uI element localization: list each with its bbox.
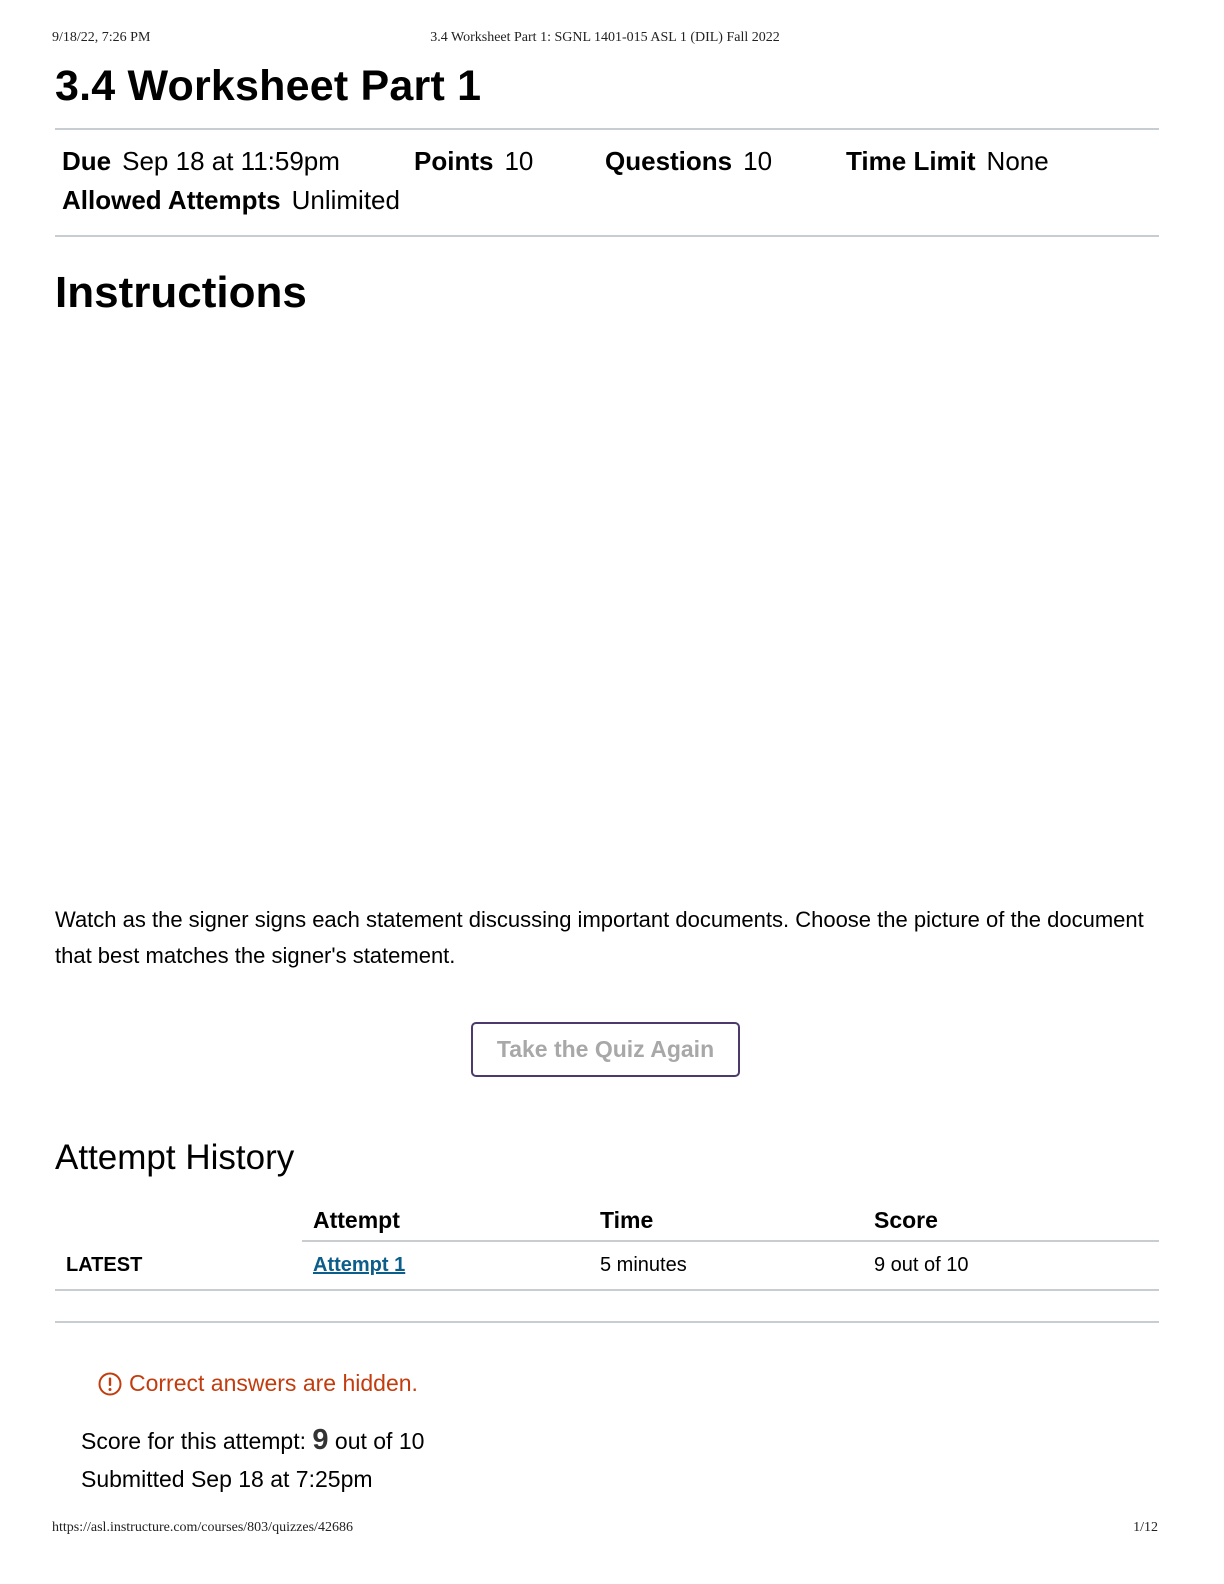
column-header-attempt: Attempt: [302, 1200, 589, 1241]
take-quiz-again-button[interactable]: Take the Quiz Again: [471, 1022, 740, 1077]
score-suffix: out of 10: [334, 1428, 425, 1454]
instructions-heading: Instructions: [55, 268, 307, 317]
print-header: [52, 30, 1158, 50]
attempt-1-link[interactable]: Attempt 1: [313, 1254, 406, 1276]
allowed-attempts-value: Unlimited: [291, 185, 400, 215]
page-title: 3.4 Worksheet Part 1: [55, 62, 482, 110]
table-row: [55, 1241, 1159, 1290]
table-header-row: [55, 1200, 1159, 1241]
points-value: 10: [504, 146, 534, 176]
points-label: Points: [414, 146, 494, 176]
questions-label: Questions: [605, 146, 733, 176]
print-footer: [52, 1520, 1158, 1540]
latest-label: LATEST: [55, 1241, 302, 1290]
attempt-score: [81, 1424, 424, 1457]
print-doc-title: 3.4 Worksheet Part 1: SGNL 1401-015 ASL 1 (DIL) Fall 2022: [430, 30, 780, 45]
instructions-text: Watch as the signer signs each statement discussing important documents. Choose the picture of the document that best matches the signer's statement.: [55, 907, 1144, 968]
print-page-number: 1/12: [1133, 1520, 1158, 1535]
submitted-time: Submitted Sep 18 at 7:25pm: [81, 1466, 373, 1492]
score-cell: 9 out of 10: [863, 1241, 1159, 1290]
column-header-blank: [55, 1200, 302, 1241]
time-cell: 5 minutes: [589, 1241, 863, 1290]
divider: [55, 235, 1159, 237]
attempt-cell: [302, 1241, 589, 1290]
time-limit-value: None: [986, 146, 1049, 176]
questions-value: 10: [743, 146, 773, 176]
column-header-score: Score: [863, 1200, 1159, 1241]
time-limit-label: Time Limit: [846, 146, 976, 176]
print-url: https://asl.instructure.com/courses/803/quizzes/42686: [52, 1520, 353, 1535]
time-limit-detail: [846, 146, 1049, 177]
divider: [55, 1321, 1159, 1323]
exclamation-circle-icon: [98, 1372, 122, 1396]
column-header-time: Time: [589, 1200, 863, 1241]
due-label: Due: [62, 146, 112, 176]
print-datetime: 9/18/22, 7:26 PM: [52, 30, 151, 45]
score-value: 9: [312, 1424, 329, 1456]
allowed-attempts-label: Allowed Attempts: [62, 185, 281, 215]
divider: [55, 128, 1159, 130]
correct-answers-hidden-alert: [98, 1370, 418, 1397]
score-prefix: Score for this attempt:: [81, 1428, 306, 1454]
points-detail: [414, 146, 533, 177]
due-detail: [62, 146, 340, 177]
allowed-attempts-detail: [62, 185, 400, 216]
attempt-history-table: [55, 1200, 1159, 1291]
attempt-history-heading: Attempt History: [55, 1138, 295, 1177]
alert-text: Correct answers are hidden.: [129, 1370, 418, 1396]
questions-detail: [605, 146, 772, 177]
due-value: Sep 18 at 11:59pm: [122, 146, 340, 176]
